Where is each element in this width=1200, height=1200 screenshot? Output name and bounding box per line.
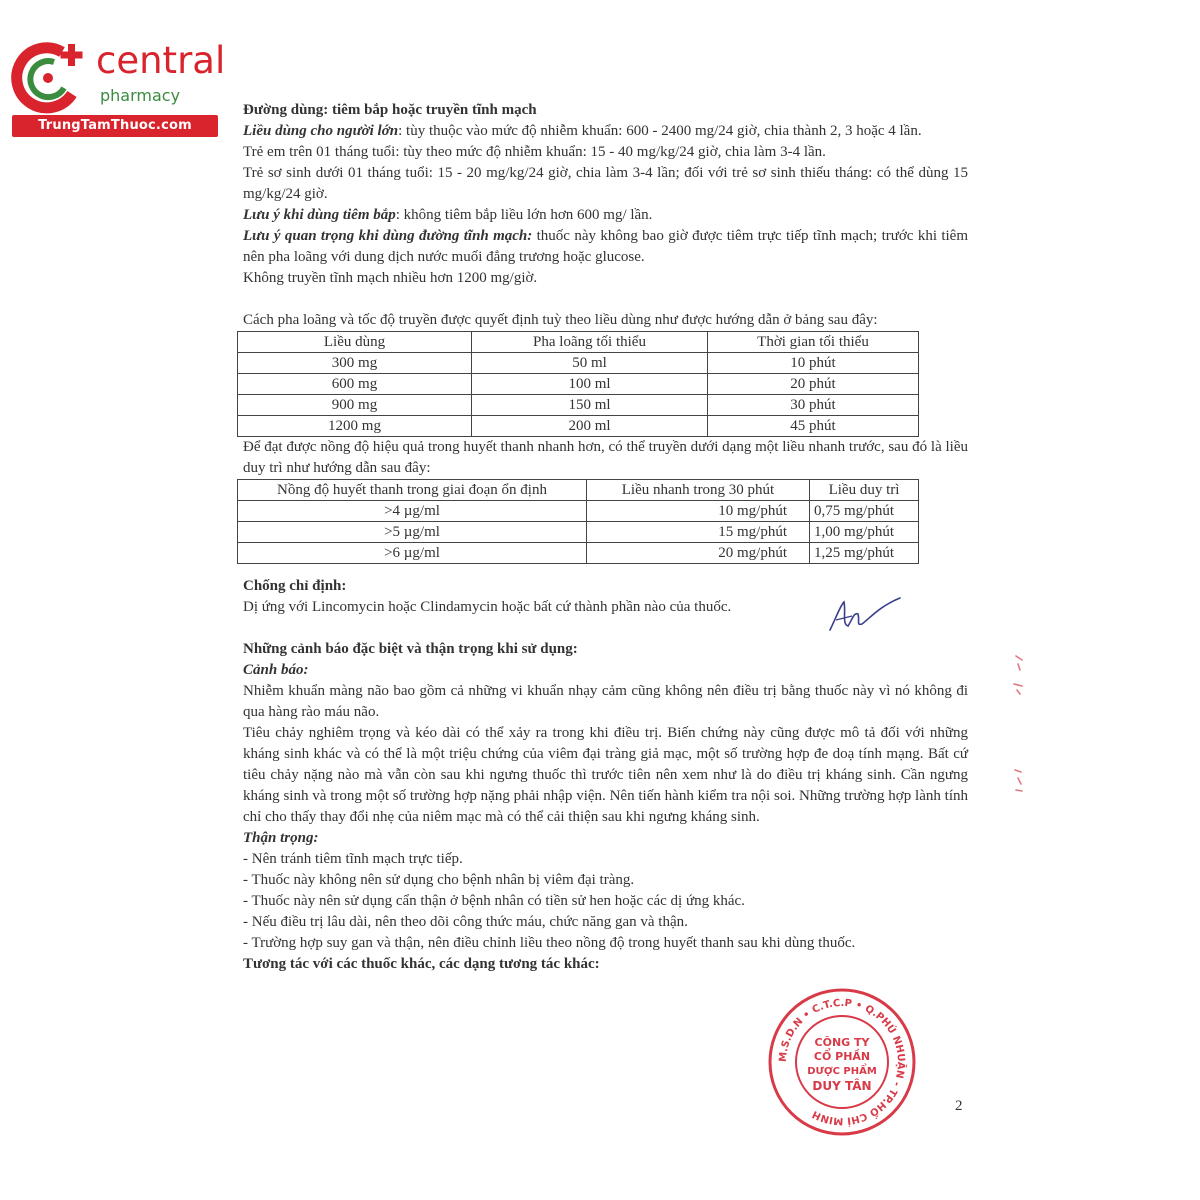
table-cell: 200 ml [472,416,708,437]
warnings-heading: Những cảnh báo đặc biệt và thận trọng khi sử dụng: [243,641,578,657]
table-header-cell: Liều duy trì [810,480,919,501]
caution-label: Thận trọng: [243,830,319,846]
adult-dosage [243,121,968,142]
stamp-line: DƯỢC PHẨM [807,1066,877,1077]
table-cell: 0,75 mg/phút [810,501,919,522]
table-cell: 50 ml [472,353,708,374]
table-cell: 20 mg/phút [587,543,810,564]
iv-note-text: thuốc này không bao giờ được tiêm trực tiếp tĩnh mạch; trước khi tiêm nên pha loãng với dung dịch nước muối đẳng trương hoặc glucose. [243,228,969,265]
table-cell: >5 µg/ml [238,522,587,543]
table-cell: 900 mg [238,395,472,416]
table-cell: 15 mg/phút [587,522,810,543]
brand-subtitle: pharmacy [100,86,181,105]
table-cell: 150 ml [472,395,708,416]
table-row [238,374,919,395]
table-cell: 10 phút [708,353,919,374]
contraindications-text: Dị ứng với Lincomycin hoặc Clindamycin hoặc bất cứ thành phần nào của thuốc. [243,599,732,615]
table-header-cell: Liều nhanh trong 30 phút [587,480,810,501]
table-row [238,416,919,437]
document-body [243,100,968,975]
margin-marks-icon [1008,650,1038,800]
table-cell: >6 µg/ml [238,543,587,564]
signature-icon [826,596,902,636]
newborn-dosage: Trẻ sơ sinh dưới 01 tháng tuổi: 15 - 20 mg/kg/24 giờ, chia làm 3-4 lần; đối với trẻ sơ sinh thiếu tháng: có thể dùng 15 mg/kg/24 giờ. [243,165,968,202]
table-header-cell: Thời gian tối thiểu [708,332,919,353]
dilution-intro: Cách pha loãng và tốc độ truyền được quyết định tuỳ theo liều dùng như được hướng dẫn ở bảng sau đây: [243,312,878,328]
child-dosage: Trẻ em trên 01 tháng tuổi: tùy theo mức độ nhiễm khuẩn: 15 - 40 mg/kg/24 giờ, chia làm 3-4 lần. [243,144,826,160]
interactions-heading: Tương tác với các thuốc khác, các dạng tương tác khác: [243,956,600,972]
table-row [238,501,919,522]
contraindications-heading: Chống chỉ định: [243,578,347,594]
stamp-line: CỔ PHẦN [813,1050,871,1063]
table-cell: 45 phút [708,416,919,437]
im-note [243,205,968,226]
iv-limit: Không truyền tĩnh mạch nhiều hơn 1200 mg/giờ. [243,270,538,286]
loading-dose-table [237,479,919,564]
table-header-cell: Pha loãng tối thiểu [472,332,708,353]
warning-paragraph: Tiêu chảy nghiêm trọng và kéo dài có thể xảy ra trong khi điều trị. Biến chứng này cũng được mô tả đối với những kháng sinh khác và có thể là một triệu chứng của viêm đại tràng giả mạc, một số trường hợp đe doạ tính mạng. Bất cứ tiêu chảy nặng nào mà vẫn còn sau khi ngưng thuốc thì trước tiên nên xem như là do điều trị kháng sinh. Cần ngưng kháng sinh và trong một số trường hợp nặng phải nhập viện. Nên tiến hành kiểm tra nội soi. Những trường hợp lành tính chỉ cho thấy thay đổi nhẹ của niêm mạc mà có thể cải thiện sau khi ngưng kháng sinh. [243,725,968,825]
table-cell: 1200 mg [238,416,472,437]
table-cell: 30 phút [708,395,919,416]
warning-paragraph: Nhiễm khuẩn màng não bao gồm cả những vi khuẩn nhạy cảm cũng không nên điều trị bằng thuốc này vì nó không đi qua hàng rào máu não. [243,683,968,720]
table-row [238,353,919,374]
brand-name: central [96,39,226,82]
brand-logo [10,38,226,138]
caution-item: - Nếu điều trị lâu dài, nên theo dõi công thức máu, chức năng gan và thận. [243,914,688,930]
caution-item: - Nên tránh tiêm tĩnh mạch trực tiếp. [243,851,463,867]
brand-url[interactable]: TrungTamThuoc.com [12,115,218,137]
table-cell: 1,25 mg/phút [810,543,919,564]
route-heading: Đường dùng: tiêm bắp hoặc truyền tĩnh mạch [243,102,537,118]
stamp-line: CÔNG TY [814,1036,870,1049]
table-cell: 600 mg [238,374,472,395]
table-cell: 300 mg [238,353,472,374]
table-row [238,522,919,543]
table-header-row [238,332,919,353]
table-cell: 20 phút [708,374,919,395]
stamp-ring-text: M.S.D.N • C.T.C.P • Q.PHÚ NHUẬN - TP.HỒ CHÍ MINH [777,997,907,1127]
table-row [238,543,919,564]
table-cell: 10 mg/phút [587,501,810,522]
caution-item: - Trường hợp suy gan và thận, nên điều chỉnh liều theo nồng độ trong huyết thanh sau khi dùng thuốc. [243,935,856,951]
warning-label: Cảnh báo: [243,662,309,678]
page-number: 2 [955,1098,963,1114]
dilution-table [237,331,919,437]
stamp-line: DUY TÂN [812,1079,872,1093]
table-header-row [238,480,919,501]
table-row [238,395,919,416]
adult-dosage-text: : tùy thuộc vào mức độ nhiễm khuẩn: 600 - 2400 mg/24 giờ, chia thành 2, 3 hoặc 4 lần. [398,123,922,139]
adult-dosage-label: Liều dùng cho người lớn [243,123,399,139]
table-header-cell: Nồng độ huyết thanh trong giai đoạn ổn định [238,480,587,501]
table-cell: 1,00 mg/phút [810,522,919,543]
caution-item: - Thuốc này nên sử dụng cẩn thận ở bệnh nhân có tiền sử hen hoặc các dị ứng khác. [243,893,745,909]
central-pharmacy-logo-icon [10,38,90,118]
iv-note [243,226,968,268]
table-cell: 100 ml [472,374,708,395]
loading-intro: Để đạt được nồng độ hiệu quả trong huyết thanh nhanh hơn, có thể truyền dưới dạng một liều nhanh trước, sau đó là liều duy trì như hướng dẫn sau đây: [243,439,968,476]
iv-note-label: Lưu ý quan trọng khi dùng đường tĩnh mạch: [243,228,533,244]
table-cell: >4 µg/ml [238,501,587,522]
company-stamp [766,986,918,1138]
caution-item: - Thuốc này không nên sử dụng cho bệnh nhân bị viêm đại tràng. [243,872,635,888]
im-note-text: : không tiêm bắp liều lớn hơn 600 mg/ lần. [395,207,653,223]
table-header-cell: Liều dùng [238,332,472,353]
im-note-label: Lưu ý khi dùng tiêm bắp [243,207,396,223]
